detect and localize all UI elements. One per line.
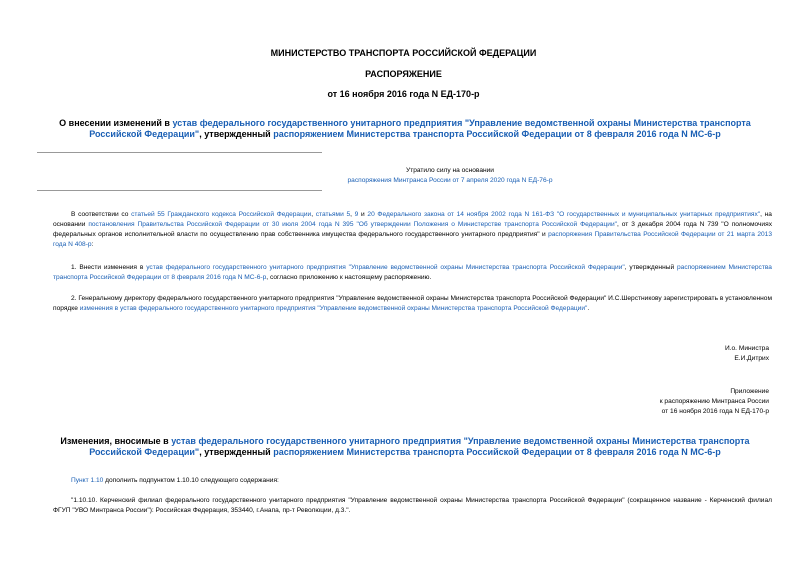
divider-top [37,152,322,153]
lost-force-text: Утратило силу на основании [406,167,494,174]
preamble-paragraph: В соответствии со статьей 55 Гражданского кодекса Российской Федерации, статьями 5, 9 и 20 Федерального закона от 14 ноября 2002 года N 161-ФЗ "О государственных и муниципальных унитарных предприятиях", на основании постановления Правительства Российской Федерации от 30 июля 2004 года N 395 "Об утверждении Положения о Министерстве транспорта Российской Федерации", от 3 декабря 2004 года N 739 "О полномочиях федеральных органов исполнительной власти по осуществлению прав собственника имущества федерального государственного унитарного предприятия" и распоряжения Правительства Российской Федерации от 21 марта 2013 года N 408-р: [53,211,772,248]
civil-code-link[interactable]: статьей 55 Гражданского кодекса Российской Федерации [131,211,312,218]
article9-link[interactable]: 9 [354,211,359,218]
item1-charter-link[interactable]: устав федерального государственного унитарного предприятия "Управление ведомственной охраны Министерства транспорта Российской Федерации" [146,264,625,271]
point-paragraph: Пункт 1.10 дополнить подпунктом 1.10.10 следующего содержания: [71,477,279,484]
charter-link[interactable]: устав федерального государственного унитарного предприятия "Управление ведомственной охраны Министерства транспорта Российской Федерации" [89,118,751,139]
item-2-paragraph: 2. Генеральному директору федерального государственного унитарного предприятия "Управление ведомственной охраны Министерства транспорта Российской Федерации" И.С.Шерстникову зарегистрировать в установленном порядке изменения в устав федерального государственного унитарного предприятия "Управление ведомственной охраны Министерства транспорта Российской Федерации". [53,295,772,312]
changes-charter-link[interactable]: устав федерального государственного унитарного предприятия "Управление ведомственной охраны Министерства транспорта Российской Федерации" [89,436,750,457]
signature-block [469,344,769,364]
signatory-position: И.о. Министра [724,345,769,352]
government-decree-link[interactable]: постановления Правительства Российской Федерации от 30 июля 2004 года N 395 "Об утверждении Положения о Министерстве транспорта Российской Федерации" [88,221,617,228]
government-order-link[interactable]: распоряжения Правительства Российской Федерации от 21 марта 2013 года N 408-р [53,231,772,248]
divider-bottom [37,190,322,191]
appendix-date: от 16 ноября 2016 года N ЕД-170-р [661,408,769,415]
doc-date-heading: от 16 ноября 2016 года N ЕД-170-р [327,89,480,99]
appendix-block [469,387,769,417]
changes-order-link[interactable]: распоряжением Министерства транспорта Российской Федерации от 8 февраля 2016 года N МС-6-р [273,447,721,457]
title-middle: , утвержденный [199,129,274,139]
appendix-label: Приложение [730,388,769,395]
federal-law-link[interactable]: 20 Федерального закона от 14 ноября 2002 года N 161-ФЗ "О государственных и муниципальных унитарных предприятиях" [367,211,761,218]
order-ms6-link[interactable]: распоряжением Министерства транспорта Российской Федерации от 8 февраля 2016 года N МС-6-р [273,129,721,139]
ministry-heading: МИНИСТЕРСТВО ТРАНСПОРТА РОССИЙСКОЙ ФЕДЕРАЦИИ [270,48,537,58]
lost-force-link[interactable]: распоряжения Минтранса России от 7 апреля 2020 года N ЕД-76-р [347,177,553,184]
title-prefix: О внесении изменений в [59,118,173,128]
item-1-paragraph: 1. Внести изменения в устав федерального государственного унитарного предприятия "Управление ведомственной охраны Министерства транспорта Российской Федерации", утвержденный распоряжением Министерства транспорта Российской Федерации от 8 февраля 2016 года N МС-6-р, согласно приложению к настоящему распоряжению. [53,264,772,281]
order-title [55,118,755,140]
appendix-to: к распоряжению Минтранса России [659,398,769,405]
lost-force-note [200,166,700,186]
item2-changes-link[interactable]: изменения в устав федерального государственного унитарного предприятия "Управление ведомственной охраны Министерства транспорта Российской Федерации" [79,305,588,312]
item1-order-link[interactable]: распоряжением Министерства транспорта Российской Федерации от 8 февраля 2016 года N МС-6-р [53,264,772,281]
signatory-name: Е.И.Дитрих [734,355,769,362]
quote-text: "1.10.10. Керченский филиал федерального государственного унитарного предприятия "Управление ведомственной охраны Министерства транспорта Российской Федерации" (сокращенное название - Керченский филиал ФГУП "УВО Минтранса России"): Российская Федерация, 353440, г.Анапа, пр-т Революции, д.3.". [53,497,772,514]
doc-type-heading: РАСПОРЯЖЕНИЕ [365,69,442,79]
point-1-10-link[interactable]: Пункт 1.10 [71,477,104,484]
quote-paragraph [53,496,772,516]
article5-link[interactable]: статьями 5 [315,211,351,218]
changes-title: Изменения, вносимые в устав федерального государственного унитарного предприятия "Управление ведомственной охраны Министерства транспорта Российской Федерации", утвержденный распоряжением Министерства транспорта Российской Федерации от 8 февраля 2016 года N МС-6-р [60,436,750,457]
